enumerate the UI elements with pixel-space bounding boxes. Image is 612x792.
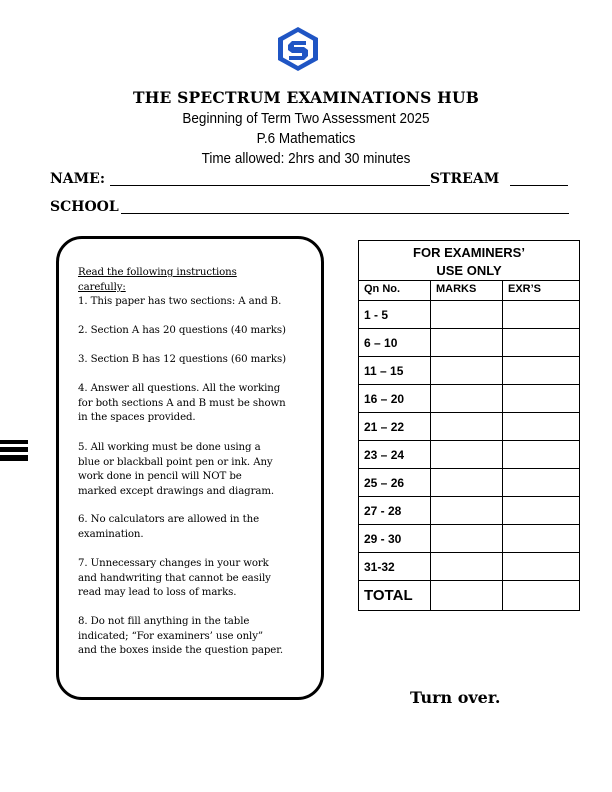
examiners-table xyxy=(358,240,580,611)
margin-bar xyxy=(0,440,28,444)
school-label: SCHOOL xyxy=(50,199,119,215)
exr-cell xyxy=(503,553,580,581)
marks-cell xyxy=(431,357,503,385)
marks-cell xyxy=(431,469,503,497)
stream-field[interactable] xyxy=(510,185,568,186)
total-marks-cell xyxy=(431,581,503,611)
table-row: 11 – 15 xyxy=(359,357,580,385)
total-exr-cell xyxy=(503,581,580,611)
exr-cell xyxy=(503,441,580,469)
instruction-item: 1. This paper has two sections: A and B. xyxy=(78,296,282,307)
table-row: 27 - 28 xyxy=(359,497,580,525)
assessment-title: Beginning of Term Two Assessment 2025 xyxy=(182,110,430,127)
marks-cell xyxy=(431,553,503,581)
exr-cell xyxy=(503,301,580,329)
table-row: 29 - 30 xyxy=(359,525,580,553)
table-row: 6 – 10 xyxy=(359,329,580,357)
margin-bar xyxy=(0,447,28,452)
marks-cell xyxy=(431,413,503,441)
instruction-item: 3. Section B has 12 questions (60 marks) xyxy=(78,354,286,365)
organization-title: THE SPECTRUM EXAMINATIONS HUB xyxy=(132,88,480,107)
instruction-item: 7. Unnecessary changes in your work and handwriting that cannot be easily read may lead to loss of marks. xyxy=(78,558,271,599)
turn-over-label: Turn over. xyxy=(410,688,501,707)
column-header-qn: Qn No. xyxy=(359,281,431,301)
table-row: 16 – 20 xyxy=(359,385,580,413)
marks-cell xyxy=(431,525,503,553)
instruction-item: 2. Section A has 20 questions (40 marks) xyxy=(78,325,286,336)
instruction-item: 6. No calculators are allowed in the examination. xyxy=(78,514,260,540)
exr-cell xyxy=(503,357,580,385)
table-row: 21 – 22 xyxy=(359,413,580,441)
exr-cell xyxy=(503,329,580,357)
name-field[interactable] xyxy=(110,185,430,186)
total-row xyxy=(359,581,580,611)
instructions-heading: Read the following instructions carefully: xyxy=(78,267,237,293)
marks-cell xyxy=(431,497,503,525)
exr-cell xyxy=(503,525,580,553)
column-header-marks: MARKS xyxy=(431,281,503,301)
table-row: 31-32 xyxy=(359,553,580,581)
exr-cell xyxy=(503,385,580,413)
total-label: TOTAL xyxy=(359,581,431,611)
marks-cell xyxy=(431,301,503,329)
margin-bar xyxy=(0,455,28,461)
table-row: 1 - 5 xyxy=(359,301,580,329)
examiners-table-title: FOR EXAMINERS’ USE ONLY xyxy=(359,241,580,281)
spectrum-logo-icon xyxy=(276,26,320,72)
marks-cell xyxy=(431,441,503,469)
school-field[interactable] xyxy=(121,213,569,214)
instruction-item: 8. Do not fill anything in the table indicated; “For examiners’ use only” and the boxes inside the question paper. xyxy=(78,616,283,657)
exr-cell xyxy=(503,469,580,497)
subject-title: P.6 Mathematics xyxy=(256,130,356,147)
instruction-item: 5. All working must be done using a blue or blackball point pen or ink. Any work done in pencil will NOT be marked except drawings and diagram. xyxy=(78,442,275,497)
time-allowed: Time allowed: 2hrs and 30 minutes xyxy=(201,150,411,167)
stream-label: STREAM xyxy=(430,171,500,187)
marks-cell xyxy=(431,329,503,357)
exr-cell xyxy=(503,497,580,525)
marks-cell xyxy=(431,385,503,413)
instruction-item: 4. Answer all questions. All the working for both sections A and B must be shown in the spaces provided. xyxy=(78,383,286,424)
table-row: 25 – 26 xyxy=(359,469,580,497)
table-row: 23 – 24 xyxy=(359,441,580,469)
column-header-exr: EXR’S xyxy=(503,281,580,301)
name-label: NAME: xyxy=(50,171,105,187)
exr-cell xyxy=(503,413,580,441)
